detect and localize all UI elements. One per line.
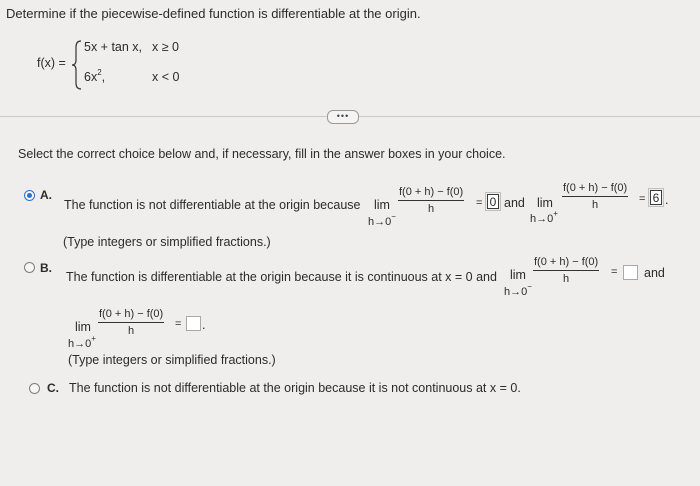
choice-b-left-answer-box[interactable] (623, 265, 638, 280)
choice-c-text: The function is not differentiable at the origin because it is not continuous at x = 0. (69, 381, 521, 395)
choice-b-right-equals: = (175, 318, 182, 330)
choice-a-right-equals: = (639, 193, 646, 205)
choice-b-left-equals: = (611, 266, 618, 278)
choice-a-lim-left: lim (374, 198, 390, 212)
choice-a-left-fraction: f(0 + h) − f(0) h (399, 186, 464, 215)
choice-b-and: and (644, 266, 665, 280)
choice-b-right-fraction: f(0 + h) − f(0) h (99, 308, 164, 337)
choice-a-lim-right: lim (537, 196, 553, 210)
choice-a-text: The function is not differentiable at the origin because (64, 198, 361, 212)
choice-a-left-equals: = (476, 197, 483, 209)
case2-expression: $6x^2$, (84, 68, 106, 84)
choice-a-note: (Type integers or simplified fractions.) (63, 235, 271, 249)
instructions-text: Select the correct choice below and, if necessary, fill in the answer boxes in your choice. (18, 147, 506, 161)
case2-condition: x < 0 (152, 70, 180, 84)
choice-a-radio[interactable] (24, 190, 35, 201)
choice-b-text: The function is differentiable at the origin because it is continuous at x = 0 and (66, 270, 497, 284)
choice-b-period: . (202, 318, 206, 332)
choice-a-lim-left-sub: h→0− (368, 212, 396, 228)
choice-b-note: (Type integers or simplified fractions.) (68, 353, 276, 367)
choice-c-letter: C. (47, 381, 59, 395)
choice-b-lim-left-sub: h→0− (504, 282, 532, 298)
choice-b-left-fraction: f(0 + h) − f(0) h (534, 256, 599, 285)
choice-a-lim-right-sub: h→0+ (530, 209, 558, 225)
choice-a-right-fraction: f(0 + h) − f(0) h (563, 182, 628, 211)
choice-b-radio[interactable] (24, 262, 35, 273)
choice-a-and: and (504, 196, 525, 210)
case1-condition: x ≥ 0 (152, 40, 180, 54)
question-text: Determine if the piecewise-defined function is differentiable at the origin. (6, 6, 421, 21)
choice-b-lim-right-sub: h→0+ (68, 334, 96, 350)
left-brace (72, 40, 82, 90)
choice-b-lim-left: lim (510, 268, 526, 282)
choice-a-period: . (665, 193, 669, 207)
more-button[interactable]: ••• (327, 110, 359, 124)
choice-a-letter: A. (40, 188, 52, 202)
case1-expression: 5x + tan x, (84, 40, 143, 54)
choice-a-left-answer-box[interactable]: 0 (487, 194, 499, 209)
choice-b-right-answer-box[interactable] (186, 316, 201, 331)
choice-a-right-answer-box[interactable]: 6 (650, 190, 662, 205)
choice-b-lim-right: lim (75, 320, 91, 334)
function-label: f(x) = (37, 56, 66, 70)
choice-b-letter: B. (40, 261, 52, 275)
choice-c-radio[interactable] (29, 383, 40, 394)
